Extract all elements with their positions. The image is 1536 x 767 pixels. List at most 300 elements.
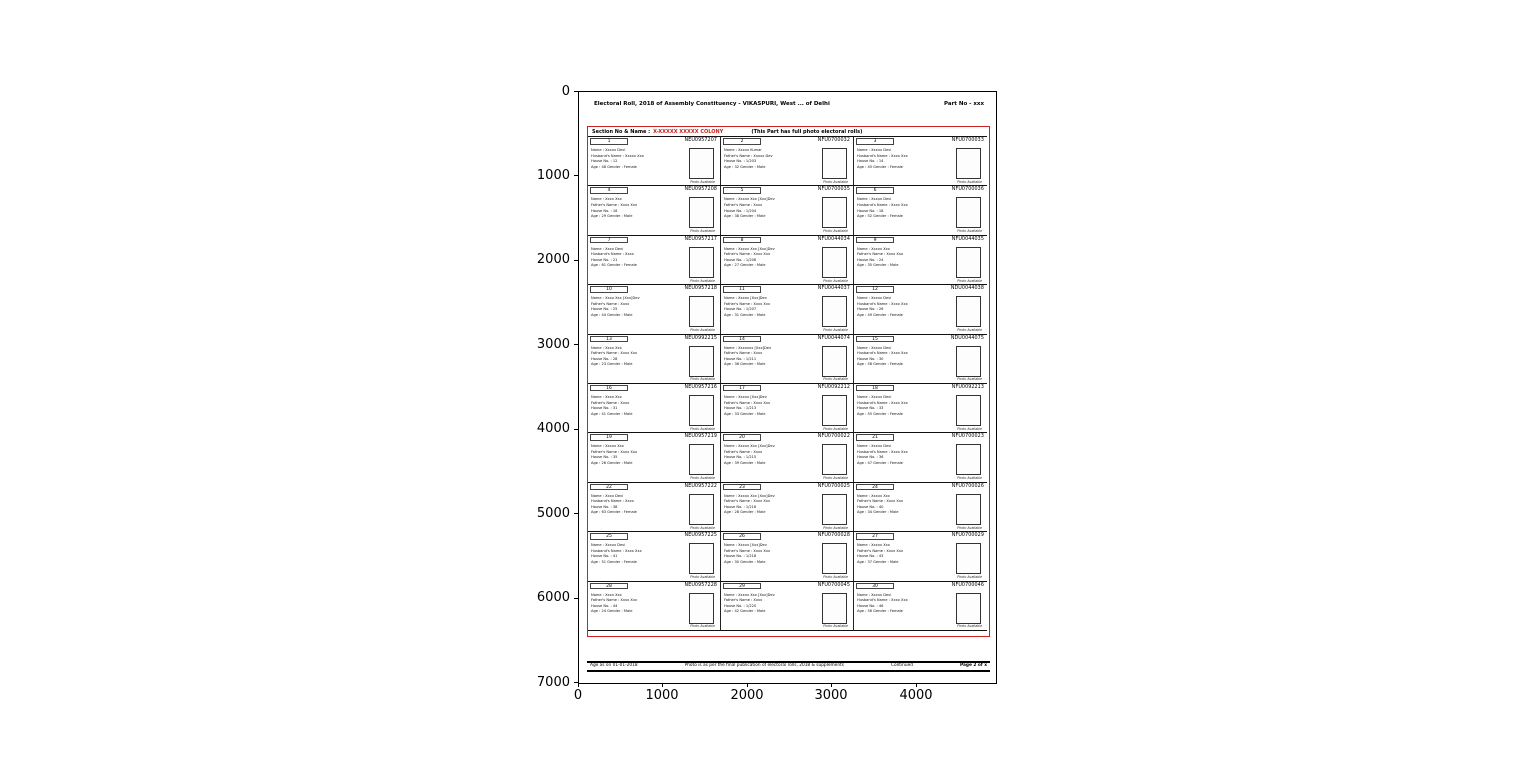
x-tick-label: 3000: [814, 688, 848, 703]
card-line: House No. : 1/203: [724, 159, 757, 164]
epic-number: NFU0092213: [951, 384, 984, 390]
serial-number: 16: [590, 385, 628, 392]
voter-photo-box: [956, 197, 981, 228]
serial-number: 5: [723, 187, 761, 194]
photo-caption: Photo Available: [823, 179, 848, 184]
x-tick-label: 4000: [899, 688, 933, 703]
epic-number: NFU0700032: [817, 138, 850, 143]
photo-caption: Photo Available: [823, 278, 848, 283]
epic-number: NEU0992215: [684, 335, 717, 341]
card-head: [856, 434, 984, 442]
card-lines: [857, 296, 953, 318]
card-line: Name : Xxxxx Devi: [857, 296, 892, 301]
voter-card: [588, 236, 721, 285]
card-line: Father's Name : Xxxx Xxx: [724, 301, 771, 306]
voter-card: [721, 433, 854, 482]
serial-number: 21: [856, 434, 894, 441]
photo-caption: Photo Available: [957, 476, 982, 481]
card-line: Father's Name : Xxxx: [724, 449, 763, 454]
card-lines: [724, 148, 820, 170]
card-lines: [591, 346, 687, 368]
voter-photo-box: [822, 197, 847, 228]
card-line: Husband's Name : Xxxx Xxx: [857, 202, 908, 207]
card-lines: [724, 197, 820, 219]
card-lines: [724, 346, 820, 368]
card-head: [856, 533, 984, 541]
serial-number: 4: [590, 187, 628, 194]
card-lines: [724, 247, 820, 269]
serial-number: 13: [590, 336, 628, 343]
photo-caption: Photo Available: [823, 476, 848, 481]
card-line: Name : Xxxxx Xxx: [857, 493, 890, 498]
card-lines: [591, 148, 687, 170]
serial-number: 7: [590, 237, 628, 244]
card-line: Name : Xxxx Xxx [Xxx]Dev: [591, 296, 640, 301]
card-line: Name : Xxxx Xxx: [591, 345, 622, 350]
voter-photo-box: [822, 296, 847, 327]
serial-number: 12: [856, 286, 894, 293]
serial-number: 25: [590, 533, 628, 540]
serial-number: 18: [856, 385, 894, 392]
serial-number: 15: [856, 336, 894, 343]
card-line: House No. : 1/207: [724, 307, 757, 312]
epic-number: NFU0700035: [817, 187, 850, 193]
voter-photo-box: [689, 444, 714, 475]
voter-photo-box: [956, 296, 981, 327]
card-line: Name : Xxxxx Xxx: [857, 543, 890, 548]
card-line: Father's Name : Xxxx Xxx: [591, 351, 638, 356]
footer-continued: Continued: [890, 663, 914, 668]
card-line: Name : Xxxx Xxx: [591, 394, 622, 399]
photo-caption: Photo Available: [823, 377, 848, 382]
voter-card: [721, 582, 854, 631]
serial-number: 10: [590, 286, 628, 293]
voter-photo-box: [689, 247, 714, 278]
voter-card: [588, 186, 721, 235]
photo-caption: Photo Available: [957, 624, 982, 629]
epic-number: NFU0700028: [817, 533, 850, 539]
card-line: Age : 47 Gender : Female: [857, 461, 903, 466]
card-line: Name : Xxxxx Devi: [857, 394, 892, 399]
card-line: Age : 28 Gender : Male: [724, 510, 766, 515]
photo-caption: Photo Available: [823, 575, 848, 580]
y-tick-label: 0: [561, 84, 570, 99]
photo-caption: Photo Available: [957, 426, 982, 431]
card-head: [590, 533, 717, 541]
card-head: [856, 583, 984, 591]
card-line: House No. : 1/213: [724, 406, 757, 411]
voter-photo-box: [822, 247, 847, 278]
voter-card: [721, 483, 854, 532]
card-line: House No. : 18: [857, 208, 884, 213]
serial-number: 2: [723, 138, 761, 145]
card-line: Name : Xxxxx Devi: [857, 444, 892, 449]
card-line: Age : 27 Gender : Male: [724, 263, 766, 268]
card-head: [723, 138, 850, 146]
card-line: House No. : 25: [591, 307, 618, 312]
serial-number: 27: [856, 533, 894, 540]
photo-caption: Photo Available: [957, 377, 982, 382]
epic-number: NFU0700046: [951, 582, 984, 588]
card-line: Name : Xxxxx [Xxx]Dev: [724, 296, 767, 301]
card-line: Name : Xxxxx Kumar: [724, 148, 762, 152]
epic-number: NFU0044034: [817, 236, 850, 242]
card-line: House No. : 1/216: [724, 504, 757, 509]
epic-number: NEU0957222: [684, 483, 717, 489]
card-head: [856, 336, 984, 344]
card-lines: [591, 494, 687, 516]
voter-photo-box: [956, 395, 981, 426]
card-head: [856, 484, 984, 492]
card-lines: [724, 395, 820, 417]
card-lines: [591, 395, 687, 417]
card-line: Husband's Name : Xxxx Xxx: [857, 301, 908, 306]
photo-caption: Photo Available: [690, 278, 715, 283]
card-line: Father's Name : Xxxx Xxx: [724, 252, 771, 257]
epic-number: NEU0957225: [684, 533, 717, 539]
serial-number: 26: [723, 533, 761, 540]
plot-area: [578, 91, 997, 684]
card-line: Husband's Name : Xxxx Xxx: [857, 598, 908, 603]
voter-card: [854, 532, 987, 581]
card-line: Age : 49 Gender : Female: [857, 312, 903, 317]
card-line: Name : Xxxxx Xxx [Xxx]Dev: [724, 444, 775, 449]
card-line: House No. : 30: [857, 356, 884, 361]
section-name: X-XXXXX XXXXX COLONY: [653, 128, 724, 135]
card-line: House No. : 21: [591, 257, 618, 262]
voter-photo-box: [822, 148, 847, 179]
epic-number: NFU0044074: [817, 335, 850, 341]
voter-card: [588, 532, 721, 581]
card-line: House No. : 1/211: [724, 356, 757, 361]
epic-number: NFU0044037: [817, 286, 850, 292]
card-line: Age : 58 Gender : Female: [857, 362, 903, 367]
voter-photo-box: [689, 296, 714, 327]
card-head: [590, 237, 717, 245]
card-line: Father's Name : Xxxx: [724, 351, 763, 356]
card-line: Father's Name : Xxxx: [591, 400, 630, 405]
voter-card: [721, 186, 854, 235]
x-tick-label: 1000: [645, 688, 679, 703]
card-line: Name : Xxxx Devi: [591, 246, 624, 251]
card-line: Age : 33 Gender : Male: [724, 411, 766, 416]
card-line: Name : Xxxxx [Xxx]Dev: [724, 394, 767, 399]
photo-caption: Photo Available: [957, 575, 982, 580]
card-line: Age : 31 Gender : Male: [724, 312, 766, 317]
card-lines: [591, 444, 687, 466]
voter-card: [588, 582, 721, 631]
y-tick-label: 6000: [536, 590, 570, 605]
epic-number: NDU0044075: [950, 335, 984, 341]
voter-photo-box: [689, 494, 714, 525]
footer-row: [587, 663, 990, 669]
epic-number: NEU0957219: [684, 434, 717, 440]
voter-card: [854, 335, 987, 384]
card-lines: [857, 543, 953, 565]
card-head: [723, 336, 850, 344]
card-line: House No. : 26: [857, 307, 884, 312]
card-head: [723, 385, 850, 393]
card-head: [590, 336, 717, 344]
card-lines: [857, 148, 953, 170]
card-line: House No. : 16: [591, 208, 618, 213]
photo-caption: Photo Available: [690, 525, 715, 530]
card-lines: [857, 593, 953, 615]
card-line: Husband's Name : Xxxx: [591, 252, 634, 257]
card-line: Age : 39 Gender : Male: [724, 461, 766, 466]
photo-caption: Photo Available: [823, 328, 848, 333]
card-line: Age : 32 Gender : Male: [724, 164, 766, 169]
card-line: Husband's Name : Xxxx Xxx: [857, 153, 908, 158]
footer-page-number: Page 2 of x: [959, 663, 987, 668]
card-line: Age : 41 Gender : Male: [591, 411, 633, 416]
y-tick-label: 7000: [536, 675, 570, 690]
card-line: Husband's Name : Xxxx Xxx: [857, 351, 908, 356]
card-line: Age : 36 Gender : Male: [724, 362, 766, 367]
card-line: Name : Xxxxx Xxx [Xxx]Dev: [724, 592, 775, 597]
epic-number: NFU0700023: [951, 434, 984, 440]
card-line: Name : Xxxxx Devi: [857, 345, 892, 350]
card-lines: [857, 444, 953, 466]
voter-card: [721, 236, 854, 285]
card-line: Name : Xxxxx Devi: [591, 543, 626, 548]
card-lines: [591, 593, 687, 615]
card-lines: [857, 197, 953, 219]
voter-card: [721, 335, 854, 384]
photo-caption: Photo Available: [690, 377, 715, 382]
card-line: Name : Xxxxx Devi: [591, 148, 626, 152]
card-lines: [857, 346, 953, 368]
card-line: House No. : 43: [857, 554, 884, 559]
voter-photo-box: [956, 148, 981, 179]
card-head: [723, 286, 850, 294]
card-head: [590, 583, 717, 591]
card-line: Husband's Name : Xxxx Xxx: [857, 449, 908, 454]
x-tick-label: 2000: [730, 688, 764, 703]
voter-card: [854, 285, 987, 334]
voter-photo-box: [956, 593, 981, 624]
voter-card: [721, 384, 854, 433]
card-line: Age : 35 Gender : Male: [857, 263, 899, 268]
card-lines: [724, 296, 820, 318]
serial-number: 22: [590, 484, 628, 491]
card-line: Name : Xxxxx Devi: [857, 197, 892, 202]
epic-number: NEU0957207: [684, 138, 717, 143]
card-line: House No. : 41: [591, 554, 618, 559]
card-head: [856, 237, 984, 245]
photo-caption: Photo Available: [957, 525, 982, 530]
voter-photo-box: [689, 593, 714, 624]
voter-card: [588, 483, 721, 532]
photo-caption: Photo Available: [690, 229, 715, 234]
footer-rule-bottom: [587, 670, 990, 672]
photo-caption: Photo Available: [690, 179, 715, 184]
voter-card: [721, 532, 854, 581]
voter-card: [854, 384, 987, 433]
card-lines: [857, 247, 953, 269]
card-line: House No. : 1/220: [724, 603, 757, 608]
voter-photo-box: [689, 346, 714, 377]
serial-number: 29: [723, 583, 761, 590]
voter-card: [721, 137, 854, 186]
card-lines: [724, 593, 820, 615]
card-line: House No. : 44: [591, 603, 618, 608]
card-line: House No. : 36: [857, 455, 884, 460]
epic-number: NFU0092212: [817, 384, 850, 390]
epic-number: NFU0700022: [817, 434, 850, 440]
card-line: Age : 26 Gender : Male: [591, 461, 633, 466]
card-lines: [724, 494, 820, 516]
card-head: [856, 187, 984, 195]
serial-number: 20: [723, 434, 761, 441]
card-line: Father's Name : Xxxx Xxx: [724, 400, 771, 405]
card-head: [723, 187, 850, 195]
serial-number: 3: [856, 138, 894, 145]
serial-number: 1: [590, 138, 628, 145]
serial-number: 30: [856, 583, 894, 590]
card-line: Name : Xxxx Devi: [591, 493, 624, 498]
card-line: Name : Xxxxx Xxx [Xxx]Dev: [724, 493, 775, 498]
serial-number: 14: [723, 336, 761, 343]
photo-caption: Photo Available: [690, 426, 715, 431]
card-line: Age : 24 Gender : Male: [591, 609, 633, 614]
voter-card: [854, 236, 987, 285]
epic-number: NFU0044035: [951, 236, 984, 242]
card-line: Age : 45 Gender : Female: [857, 164, 903, 169]
card-line: Name : Xxxxx Devi: [857, 592, 892, 597]
card-line: Age : 52 Gender : Female: [857, 214, 903, 219]
card-line: Age : 42 Gender : Male: [724, 609, 766, 614]
voter-card: [854, 186, 987, 235]
card-head: [590, 286, 717, 294]
epic-number: NFU0700026: [951, 483, 984, 489]
voter-card: [588, 137, 721, 186]
section-header: [588, 127, 989, 136]
voter-card: [854, 483, 987, 532]
card-line: House No. : 1/215: [724, 455, 757, 460]
card-head: [723, 533, 850, 541]
photo-caption: Photo Available: [957, 179, 982, 184]
voter-photo-box: [822, 543, 847, 574]
voter-photo-box: [689, 543, 714, 574]
content-red-box: [587, 126, 990, 637]
card-line: Age : 23 Gender : Male: [591, 362, 633, 367]
card-line: Age : 61 Gender : Female: [591, 263, 637, 268]
photo-caption: Photo Available: [823, 525, 848, 530]
epic-number: NFU0700029: [951, 533, 984, 539]
card-line: House No. : 14: [857, 159, 884, 164]
card-lines: [724, 444, 820, 466]
card-line: Father's Name : Xxxx Xxx: [591, 449, 638, 454]
card-line: Father's Name : Xxxx Xxx: [857, 548, 904, 553]
epic-number: NFU0700036: [951, 187, 984, 193]
card-line: Father's Name : Xxxx: [724, 202, 763, 207]
voter-photo-box: [822, 444, 847, 475]
electoral-roll-title: Electoral Roll, 2018 of Assembly Constituency - VIKASPURI, West ... of Delhi: [594, 101, 830, 107]
card-line: Age : 44 Gender : Male: [591, 312, 633, 317]
card-line: Father's Name : Xxxx Xxx: [724, 548, 771, 553]
voter-card: [588, 433, 721, 482]
card-line: Age : 30 Gender : Male: [724, 559, 766, 564]
voter-photo-box: [689, 395, 714, 426]
card-head: [590, 484, 717, 492]
card-head: [723, 583, 850, 591]
card-line: Age : 34 Gender : Male: [857, 510, 899, 515]
card-line: Age : 56 Gender : Female: [857, 609, 903, 614]
card-line: Name : Xxxxx Xxx [Xxx]Dev: [724, 246, 775, 251]
card-line: Name : Xxxxx Devi: [857, 148, 892, 152]
section-note: (This Part has full photo electoral rolls): [751, 128, 863, 135]
serial-number: 24: [856, 484, 894, 491]
card-line: House No. : 33: [857, 406, 884, 411]
epic-number: NEU0957208: [684, 187, 717, 193]
card-line: House No. : 28: [591, 356, 618, 361]
epic-number: NFU0700045: [817, 582, 850, 588]
card-lines: [591, 543, 687, 565]
card-line: Age : 37 Gender : Male: [857, 559, 899, 564]
card-head: [723, 237, 850, 245]
photo-caption: Photo Available: [957, 278, 982, 283]
serial-number: 8: [723, 237, 761, 244]
card-head: [856, 138, 984, 146]
voter-photo-box: [822, 593, 847, 624]
epic-number: NEU0957218: [684, 286, 717, 292]
card-line: Age : 51 Gender : Female: [591, 559, 637, 564]
y-tick-label: 5000: [536, 506, 570, 521]
voter-photo-box: [956, 543, 981, 574]
y-tick-label: 1000: [536, 168, 570, 183]
card-line: Age : 29 Gender : Male: [591, 214, 633, 219]
photo-caption: Photo Available: [690, 624, 715, 629]
section-label: Section No & Name :: [592, 128, 651, 135]
card-line: Age : 48 Gender : Female: [591, 164, 637, 169]
footer-age-note: Age as on 01-01-2018: [590, 663, 638, 668]
epic-number: NDU0044038: [950, 286, 984, 292]
photo-caption: Photo Available: [823, 426, 848, 431]
card-head: [590, 385, 717, 393]
serial-number: 17: [723, 385, 761, 392]
y-tick-label: 2000: [536, 252, 570, 267]
photo-caption: Photo Available: [823, 229, 848, 234]
card-lines: [857, 395, 953, 417]
serial-number: 28: [590, 583, 628, 590]
card-line: Father's Name : Xxxx Xxx: [724, 499, 771, 504]
card-lines: [591, 296, 687, 318]
epic-number: NEU0957228: [684, 582, 717, 588]
card-line: Name : Xxxx Xxx: [591, 197, 622, 202]
card-line: House No. : 38: [591, 504, 618, 509]
card-lines: [857, 494, 953, 516]
serial-number: 6: [856, 187, 894, 194]
card-head: [856, 286, 984, 294]
photo-caption: Photo Available: [690, 476, 715, 481]
y-tick-label: 3000: [536, 337, 570, 352]
card-line: Age : 55 Gender : Female: [857, 411, 903, 416]
serial-number: 9: [856, 237, 894, 244]
card-line: Husband's Name : Xxxx Xxx: [857, 400, 908, 405]
voter-photo-box: [689, 197, 714, 228]
card-line: House No. : 1/218: [724, 554, 757, 559]
photo-caption: Photo Available: [823, 624, 848, 629]
voter-photo-box: [956, 247, 981, 278]
voter-photo-box: [956, 494, 981, 525]
card-line: Age : 63 Gender : Female: [591, 510, 637, 515]
card-line: Name : Xxxx Xxx: [591, 592, 622, 597]
card-line: Name : Xxxxx [Xxx]Dev: [724, 543, 767, 548]
voter-photo-box: [956, 444, 981, 475]
card-line: Name : Xxxxxxx [Xxx]Dev: [724, 345, 772, 350]
card-line: Father's Name : Xxxx Xxx: [591, 598, 638, 603]
